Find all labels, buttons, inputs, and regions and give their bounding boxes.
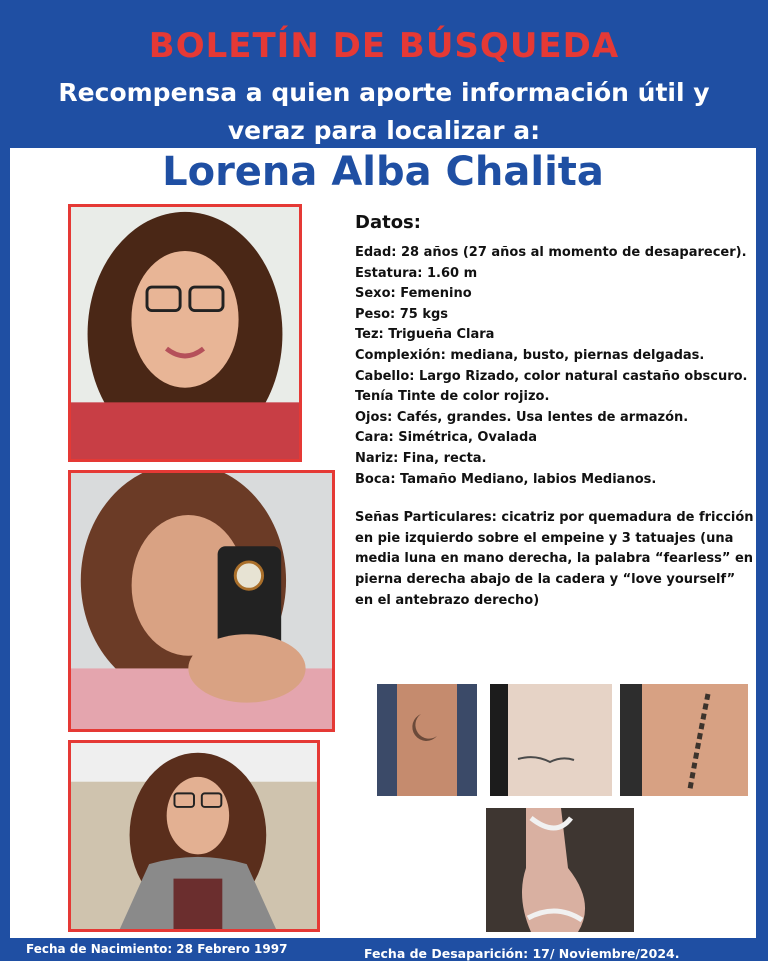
photo-tattoo-fearless [490, 684, 612, 796]
height-field: Estatura: 1.60 m [355, 265, 478, 281]
nose-field: Nariz: Fina, recta. [355, 450, 487, 466]
reward-subtitle: Recompensa a quien aporte información útil y veraz para localizar a: [58, 78, 710, 145]
person-name: Lorena Alba Chalita [162, 149, 604, 195]
photo-foot-scar [486, 808, 634, 932]
photo-outdoor [68, 740, 320, 932]
face-field: Cara: Simétrica, Ovalada [355, 430, 538, 446]
mouth-field: Boca: Tamaño Mediano, labios Medianos. [355, 471, 657, 487]
disappearance-date: Fecha de Desaparición: 17/ Noviembre/2024. [364, 946, 680, 961]
data-heading: Datos: [355, 212, 421, 233]
birth-date: Fecha de Nacimiento: 28 Febrero 1997 [26, 942, 288, 956]
build-field: Complexión: mediana, busto, piernas delgadas. [355, 347, 705, 363]
photo-portrait-glasses [68, 204, 302, 462]
complexion-skin-field: Tez: Trigueña Clara [355, 327, 495, 343]
hair-field: Cabello: Largo Rizado, color natural castaño obscuro. Tenía Tinte de color rojizo. [355, 368, 748, 405]
sex-field: Sexo: Femenino [355, 286, 472, 302]
weight-field: Peso: 75 kgs [355, 306, 449, 322]
age-field: Edad: 28 años (27 años al momento de desaparecer). [355, 245, 747, 260]
photo-tattoo-moon [377, 684, 477, 796]
photo-selfie [68, 470, 335, 732]
photo-tattoo-love-yourself [620, 684, 748, 796]
data-section [355, 212, 755, 611]
eyes-field: Ojos: Cafés, grandes. Usa lentes de armazón. [355, 409, 689, 425]
distinguishing-marks: Señas Particulares: cicatriz por quemadura de fricción en pie izquierdo sobre el empeine y 3 tatuajes (una media luna en mano derecha, la palabra “fearless” en pierna derecha abajo de la cadera y “love yourself” en el antebrazo derecho) [355, 510, 754, 608]
bulletin-title: BOLETÍN DE BÚSQUEDA [148, 26, 620, 66]
